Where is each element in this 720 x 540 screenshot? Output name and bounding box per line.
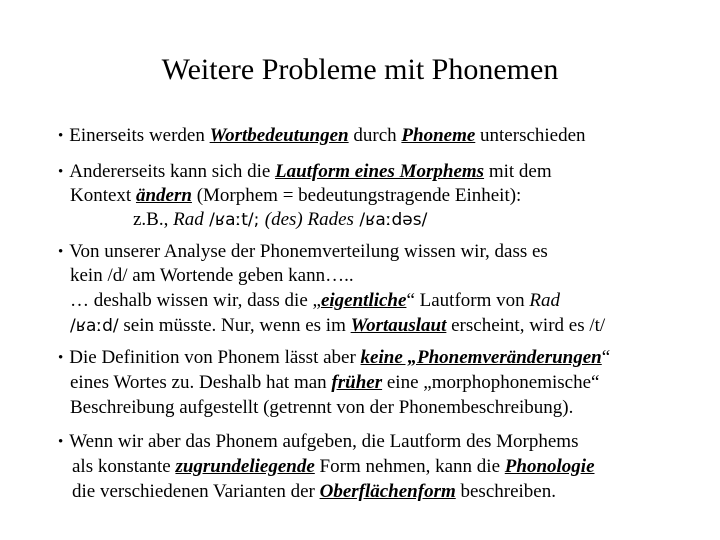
bullet-5-line-1 xyxy=(58,430,578,454)
example-rad: Rad xyxy=(173,209,204,230)
bullet-4-line-3: Beschreibung aufgestellt (getrennt von der Phonembeschreibung). xyxy=(70,397,574,418)
bullet-5-line-2 xyxy=(72,455,595,479)
bullet-4-line-2 xyxy=(70,371,599,395)
text: … deshalb wissen wir, dass die „ xyxy=(70,290,321,311)
text: Form nehmen, kann die xyxy=(314,456,505,477)
bullet-2-line-2 xyxy=(70,184,521,208)
text: Wenn wir aber das Phonem aufgeben, die Lautform des Morphems xyxy=(69,431,579,452)
text: als konstante xyxy=(72,456,176,477)
bullet-5-line-3 xyxy=(72,480,556,504)
text: z.B., xyxy=(133,209,174,230)
bullet-marker: • xyxy=(58,128,64,144)
bullet-2-line-3 xyxy=(133,208,427,232)
ipa-transcription: /ʁaːdəs/ xyxy=(353,210,428,230)
keyword-eigentliche: eigentliche xyxy=(320,290,407,311)
bullet-3-line-4 xyxy=(70,314,605,338)
bullet-marker: • xyxy=(58,244,64,260)
bullet-4-line-1 xyxy=(58,346,610,370)
bullet-2-line-1 xyxy=(58,160,552,184)
keyword-zugrundeliegende: zugrundeliegende xyxy=(175,456,315,477)
text: unterschieden xyxy=(475,125,586,146)
bullet-marker: • xyxy=(58,434,64,450)
bullet-3-line-1 xyxy=(58,240,548,264)
text: Kontext xyxy=(70,185,136,206)
text: die verschiedenen Varianten der xyxy=(72,481,320,502)
example-rad: Rad xyxy=(529,290,560,311)
bullet-3-line-3 xyxy=(70,289,560,313)
keyword-phonologie: Phonologie xyxy=(504,456,595,477)
text: sein müsste. Nur, wenn es im xyxy=(118,315,351,336)
bullet-1-line-1 xyxy=(58,124,586,148)
text: durch xyxy=(348,125,402,146)
text: eines Wortes zu. Deshalb hat man xyxy=(70,372,332,393)
example-rades: (des) Rades xyxy=(264,209,354,230)
text: “ xyxy=(601,347,611,368)
text: eine „morphophonemische“ xyxy=(382,372,600,393)
slide-title: Weitere Probleme mit Phonemen xyxy=(161,53,559,86)
bullet-3-line-2: kein /d/ am Wortende geben kann….. xyxy=(70,265,354,286)
keyword-phonemveraenderungen: keine „Phonemveränderungen xyxy=(360,347,602,368)
text: Andererseits kann sich die xyxy=(69,161,276,182)
keyword-phoneme: Phoneme xyxy=(401,125,476,146)
keyword-aendern: ändern xyxy=(135,185,192,206)
ipa-transcription: /ʁaːt/; xyxy=(203,210,265,230)
keyword-oberflaechenform: Oberflächenform xyxy=(319,481,456,502)
text: mit dem xyxy=(484,161,552,182)
keyword-lautform: Lautform eines Morphems xyxy=(275,161,485,182)
keyword-wortbedeutungen: Wortbedeutungen xyxy=(209,125,349,146)
text: beschreiben. xyxy=(455,481,556,502)
text: erscheint, wird es /t/ xyxy=(446,315,606,336)
keyword-frueher: früher xyxy=(331,372,383,393)
text: “ Lautform von xyxy=(406,290,530,311)
bullet-marker: • xyxy=(58,164,64,180)
text: (Morphem = bedeutungstragende Einheit): xyxy=(191,185,522,206)
keyword-wortauslaut: Wortauslaut xyxy=(350,315,447,336)
text: Von unserer Analyse der Phonemverteilung wissen wir, dass es xyxy=(69,241,548,262)
ipa-transcription: /ʁaːd/ xyxy=(70,316,119,336)
bullet-marker: • xyxy=(58,350,64,366)
text: Die Definition von Phonem lässt aber xyxy=(69,347,361,368)
text: Einerseits werden xyxy=(69,125,210,146)
